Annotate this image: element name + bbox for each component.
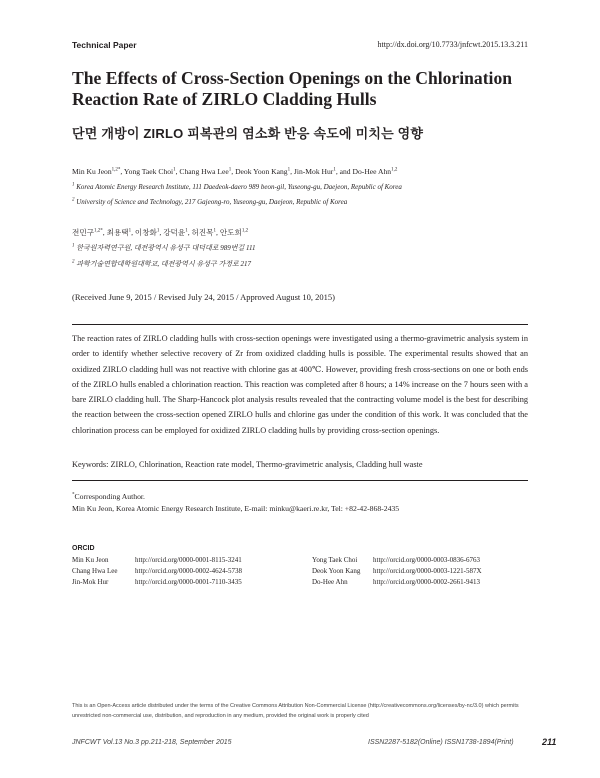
doi-link[interactable]: http://dx.doi.org/10.7733/jnfcwt.2015.13.3.211 xyxy=(377,40,528,49)
affiliation-sup: 1 xyxy=(72,182,75,188)
orcid-url[interactable]: http://orcid.org/0000-0003-1221-587X xyxy=(373,567,482,575)
author-sup: 1,2* xyxy=(111,167,121,173)
asterisk-mark: * xyxy=(72,492,75,498)
author-sup: 1 xyxy=(173,167,176,173)
author-sup: 1,2 xyxy=(391,167,398,173)
corresponding-label: Corresponding Author. xyxy=(74,492,145,501)
corresponding-detail: Min Ku Jeon, Korea Atomic Energy Research Institute, E-mail: minku@kaeri.re.kr, Tel: +82-42-868-2435 xyxy=(72,503,400,513)
author-sup: 1 xyxy=(128,228,132,234)
author-name: 허진목 xyxy=(191,228,214,237)
affiliation-1-ko xyxy=(72,243,255,253)
orcid-row xyxy=(72,578,528,590)
korean-title: 단면 개방이 ZIRLO 피복관의 염소화 반응 속도에 미치는 영향 xyxy=(72,126,424,141)
abstract-top-rule xyxy=(72,324,528,325)
section-label: Technical Paper xyxy=(72,40,137,50)
affiliation-text: 한국원자력연구원, 대전광역시 유성구 대덕대로 989번길 111 xyxy=(76,244,256,252)
author-name: 안도희 xyxy=(219,228,242,237)
affiliation-text: Korea Atomic Energy Research Institute, 111 Daedeok-daero 989 beon-gil, Yuseong-gu, Daejeon, Republic of Korea xyxy=(76,183,402,191)
affiliation-text: University of Science and Technology, 217 Gajeong-ro, Yuseong-gu, Daejeon, Republic of Korea xyxy=(76,198,348,206)
author-list-ko: 전민구$^{1,2*}$, 최용택$^1$, 이창화$^1$, 강덕윤$^1$, 허진목$^1$, 안도희$^{1,2}$ xyxy=(72,228,249,237)
abstract-bottom-rule xyxy=(72,480,528,481)
orcid-name: Jin-Mok Hur xyxy=(72,578,109,586)
author-list-en: Min Ku Jeon$^{1,2*}$, Yong Taek Choi$^1$, Chang Hwa Lee$^1$, Deok Yoon Kang$^1$, Jin-Mok Hur$^1$, and Do-Hee Ahn$^{1,2}$ xyxy=(72,167,398,176)
orcid-title: ORCID xyxy=(72,545,95,552)
abstract-text: The reaction rates of ZIRLO cladding hulls with cross-section openings were investigated using a thermo-gravimetric analysis system in order to identify whether selective recovery of Zr from oxidized cladding hulls is possible. The experimental results showed that an oxidized ZIRLO cladding hull was not reactive with chlorine gas at 400℃. However, providing fresh cross-sections on one or both ends of the ZIRLO hulls enabled a chlorination reaction. This reaction was completed after 8 hours; a 14% increase on the 7 hours seen with a bare ZIRLO cladding hull. The Sharp-Hancock plot analysis results revealed that the contracting volume model is the best for describing the reaction between the cross-section opened ZIRLO hulls and chlorine gas under the condition of this work. It was concluded that the chlorination process can be employed for oxidized ZIRLO cladding hulls by providing cross-section openings. xyxy=(72,334,528,435)
affiliation-sup: 1 xyxy=(72,243,75,249)
author-sup: 1 xyxy=(228,167,232,173)
orcid-name: Deok Yoon Kang xyxy=(312,567,361,575)
author-sup: 1 xyxy=(156,228,160,234)
orcid-url[interactable]: http://orcid.org/0000-0001-8115-3241 xyxy=(135,556,242,564)
author-name: Min Ku Jeon xyxy=(72,167,112,176)
issn: ISSN2287-5182(Online) ISSN1738-1894(Print) xyxy=(368,739,514,746)
author-sup: 1 xyxy=(213,228,217,234)
received-dates: (Received June 9, 2015 / Revised July 24, 2015 / Approved August 10, 2015) xyxy=(72,292,336,302)
author-name: 최용택 xyxy=(106,228,129,237)
orcid-url[interactable]: http://orcid.org/0000-0001-7110-3435 xyxy=(135,578,242,586)
author-name: Chang Hwa Lee xyxy=(179,167,229,176)
author-sup: 1 xyxy=(287,167,291,173)
journal-citation: JNFCWT Vol.13 No.3 pp.211-218, September 2015 xyxy=(72,739,232,746)
orcid-name: Do-Hee Ahn xyxy=(312,578,348,586)
author-name: 전민구 xyxy=(72,228,95,237)
affiliation-text: 과학기술연합대학원대학교, 대전광역시 유성구 가정로 217 xyxy=(76,260,252,268)
affiliation-1-en xyxy=(72,183,402,191)
author-name: 이창화 xyxy=(134,228,157,237)
author-name: Deok Yoon Kang xyxy=(235,167,288,176)
author-sup: 1 xyxy=(333,167,336,173)
affiliation-2-en xyxy=(72,198,347,206)
author-sup: 1,2* xyxy=(94,228,103,234)
author-name: Jin-Mok Hur xyxy=(293,167,334,176)
orcid-name: Yong Taek Choi xyxy=(312,556,358,564)
affiliation-sup: 2 xyxy=(72,197,75,203)
orcid-url[interactable]: http://orcid.org/0000-0002-4624-5738 xyxy=(135,567,242,575)
orcid-url[interactable]: http://orcid.org/0000-0003-0836-6763 xyxy=(373,556,480,564)
orcid-url[interactable]: http://orcid.org/0000-0002-2661-9413 xyxy=(373,578,480,586)
keywords: Keywords: ZIRLO, Chlorination, Reaction rate model, Thermo-gravimetric analysis, Cladding hull waste xyxy=(72,460,423,469)
author-name: and Do-Hee Ahn xyxy=(339,167,392,176)
author-name: 강덕윤 xyxy=(163,228,186,237)
author-sup: 1 xyxy=(185,228,188,234)
affiliation-2-ko xyxy=(72,259,251,269)
page-number: 211 xyxy=(542,737,557,747)
orcid-name: Min Ku Jeon xyxy=(72,556,109,564)
author-sup: 1,2 xyxy=(241,228,249,234)
author-name: Yong Taek Choi xyxy=(123,167,174,176)
open-access-notice: This is an Open-Access article distributed under the terms of the Creative Commons Attribution Non-Commercial License (http://creativecommons.org/licenses/by-nc/3.0) which permits unrestricted non-commercial use, distribution, and reproduction in any medium, provided the original work is properly cited xyxy=(72,703,519,719)
orcid-name: Chang Hwa Lee xyxy=(72,567,118,575)
affiliation-sup: 2 xyxy=(72,259,75,265)
corresponding-author xyxy=(72,491,399,514)
paper-title: The Effects of Cross-Section Openings on the Chlorination Reaction Rate of ZIRLO Cladding Hulls xyxy=(72,68,513,109)
